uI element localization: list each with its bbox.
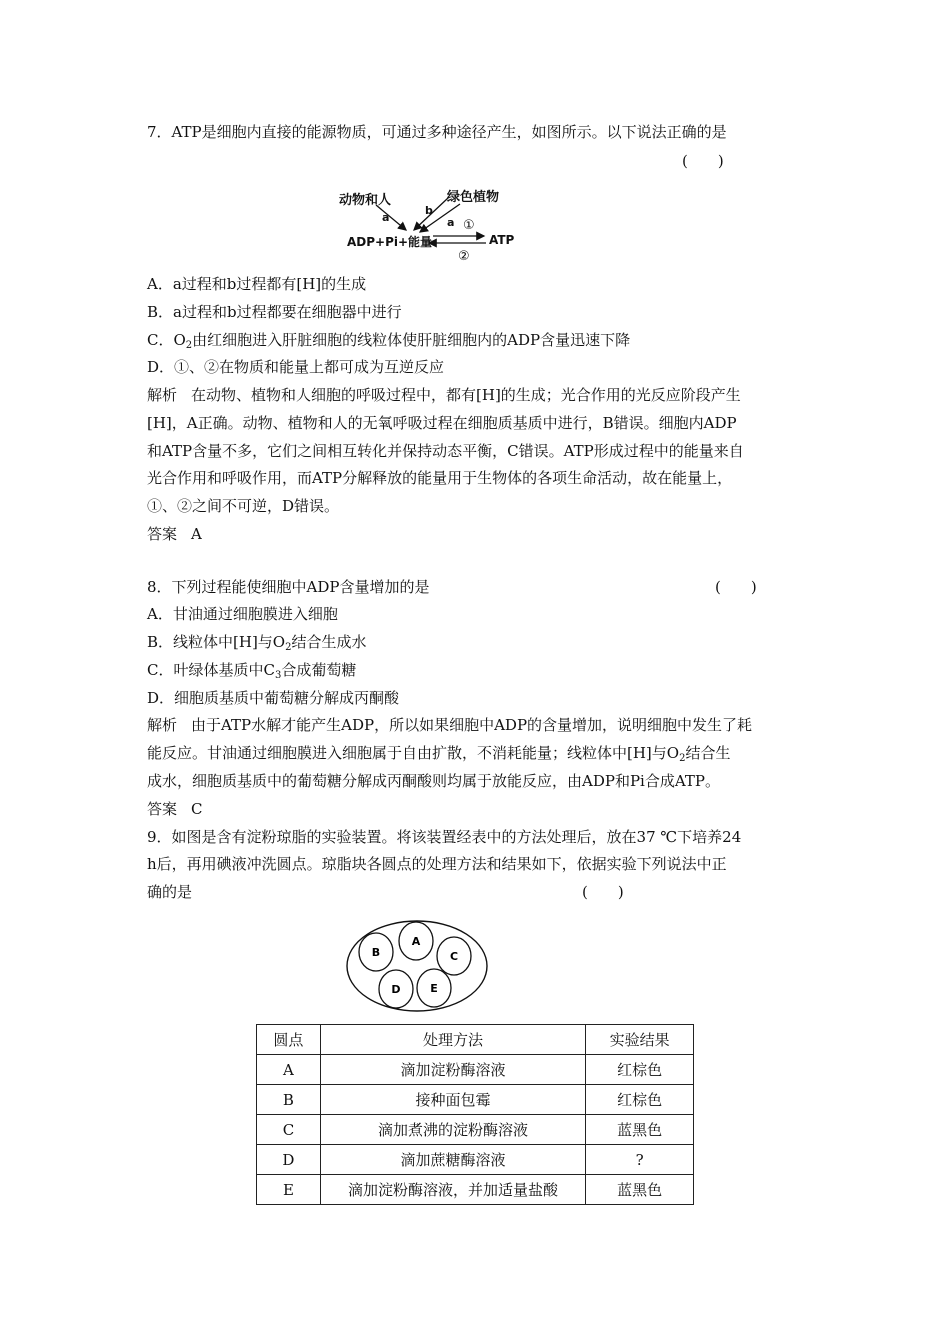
cell-method: 滴加淀粉酶溶液，并加适量盐酸 (320, 1175, 585, 1205)
cell-method: 滴加蔗糖酶溶液 (320, 1145, 585, 1175)
plant-label: 绿色植物 (447, 190, 500, 205)
q7-option-a: A．a过程和b过程都有[H]的生成 (147, 275, 367, 293)
atp-label: ATP (489, 233, 515, 247)
q8-option-d: D．细胞质基质中葡萄糖分解成丙酮酸 (147, 689, 400, 707)
cell-spot: C (257, 1115, 321, 1145)
q8-analysis-label: 解析 (147, 716, 178, 734)
cell-method: 滴加煮沸的淀粉酶溶液 (320, 1115, 585, 1145)
reaction-label-2: ② (458, 249, 470, 264)
q7-answer-blank: ( ) (682, 152, 724, 170)
cell-spot: A (257, 1055, 321, 1085)
cell-method: 滴加淀粉酶溶液 (320, 1055, 585, 1085)
q7-analysis-line-2: [H]，A正确。动物、植物和人的无氧呼吸过程在细胞质基质中进行，B错误。细胞内ADP (147, 414, 737, 432)
q7-option-b: B．a过程和b过程都要在细胞器中进行 (147, 303, 402, 321)
q8-analysis-text-1: 由于ATP水解才能产生ADP，所以如果细胞中ADP的含量增加，说明细胞中发生了耗 (191, 716, 753, 734)
q9-stem-line-1: 9．如图是含有淀粉琼脂的实验装置。将该装置经表中的方法处理后，放在37 ℃下培养24 (147, 828, 742, 846)
q7-analysis-label: 解析 (147, 386, 178, 404)
cell-result: 红棕色 (586, 1055, 694, 1085)
q8-analysis-line-1 (147, 715, 752, 735)
table-row (257, 1175, 694, 1205)
cell-spot: D (257, 1145, 321, 1175)
spot-c-label: C (449, 950, 459, 963)
q7-analysis-line-4: 光合作用和呼吸作用，而ATP分解释放的能量用于生物体的各项生命活动，故在能量上， (147, 469, 733, 487)
arrow-label-b: b (425, 204, 433, 217)
q7-analysis-line-5: ①、②之间不可逆，D错误。 (147, 497, 340, 515)
arrow-animal-to-adp (376, 205, 406, 230)
adp-pi-energy-label: ADP+Pi+能量 (347, 235, 433, 249)
q8-analysis-line-3: 成水，细胞质基质中的葡萄糖分解成丙酮酸则均属于放能反应，由ADP和Pi合成ATP。 (147, 772, 720, 790)
q9-answer-blank: ( ) (582, 883, 624, 901)
cell-result: ? (586, 1145, 694, 1175)
q7-analysis-line-1 (147, 385, 741, 405)
cell-result: 红棕色 (586, 1085, 694, 1115)
reaction-label-1: ① (463, 218, 475, 233)
table-row (257, 1115, 694, 1145)
table-row (257, 1085, 694, 1115)
q8-answer-value: C (191, 800, 203, 818)
q7-answer-value: A (191, 525, 202, 543)
agar-dish-diagram (345, 918, 495, 1018)
q9-results-table (256, 1024, 694, 1205)
table-header-row (257, 1025, 694, 1055)
q8-answer (147, 799, 203, 819)
q7-answer (147, 524, 202, 544)
cell-result: 蓝黑色 (586, 1115, 694, 1145)
q8-stem: 8．下列过程能使细胞中ADP含量增加的是 (147, 578, 430, 596)
q7-answer-label: 答案 (147, 525, 178, 543)
cell-result: 蓝黑色 (586, 1175, 694, 1205)
arrow-label-a-animal: a (382, 211, 390, 224)
q8-option-a: A．甘油通过细胞膜进入细胞 (147, 605, 338, 623)
spot-e-label: E (430, 982, 438, 995)
q8-answer-blank: ( ) (715, 578, 757, 596)
q7-option-d: D．①、②在物质和能量上都可成为互逆反应 (147, 358, 445, 376)
q7-option-c: C．$O_2$由红细胞进入肝脏细胞的线粒体使肝脏细胞内的ADP含量迅速下降 (147, 331, 631, 351)
table-row (257, 1055, 694, 1085)
header-method: 处理方法 (320, 1025, 585, 1055)
q8-option-b: B．线粒体中[H]与$O_2$结合生成水 (147, 633, 367, 653)
spot-d-label: D (391, 983, 401, 996)
diagram-arrows (330, 180, 530, 270)
header-spot: 圆点 (257, 1025, 321, 1055)
q8-answer-label: 答案 (147, 800, 178, 818)
q7-analysis-line-3: 和ATP含量不多，它们之间相互转化并保持动态平衡，C错误。ATP形成过程中的能量来自 (147, 442, 744, 460)
arrow-plant-b (414, 198, 448, 230)
q7-stem: 7．ATP是细胞内直接的能源物质，可通过多种途径产生，如图所示。以下说法正确的是 (147, 123, 727, 141)
cell-method: 接种面包霉 (320, 1085, 585, 1115)
spot-b-label: B (371, 946, 381, 959)
table-row (257, 1145, 694, 1175)
spot-a-label: A (411, 935, 421, 948)
cell-spot: B (257, 1085, 321, 1115)
q9-stem-line-3: 确的是 (147, 883, 193, 901)
animal-label: 动物和人 (339, 193, 392, 208)
q8-analysis-line-2: 能反应。甘油通过细胞膜进入细胞属于自由扩散，不消耗能量；线粒体中[H]与$O_2$结合生 (147, 744, 731, 764)
q7-analysis-text-1: 在动物、植物和人细胞的呼吸过程中，都有[H]的生成；光合作用的光反应阶段产生 (191, 386, 741, 404)
header-result: 实验结果 (586, 1025, 694, 1055)
arrow-label-a-plant: a (447, 216, 455, 229)
q9-stem-line-2: h后，再用碘液冲洗圆点。琼脂块各圆点的处理方法和结果如下，依据实验下列说法中正 (147, 855, 727, 873)
cell-spot: E (257, 1175, 321, 1205)
q8-option-c: C．叶绿体基质中$C_3$合成葡萄糖 (147, 661, 357, 681)
